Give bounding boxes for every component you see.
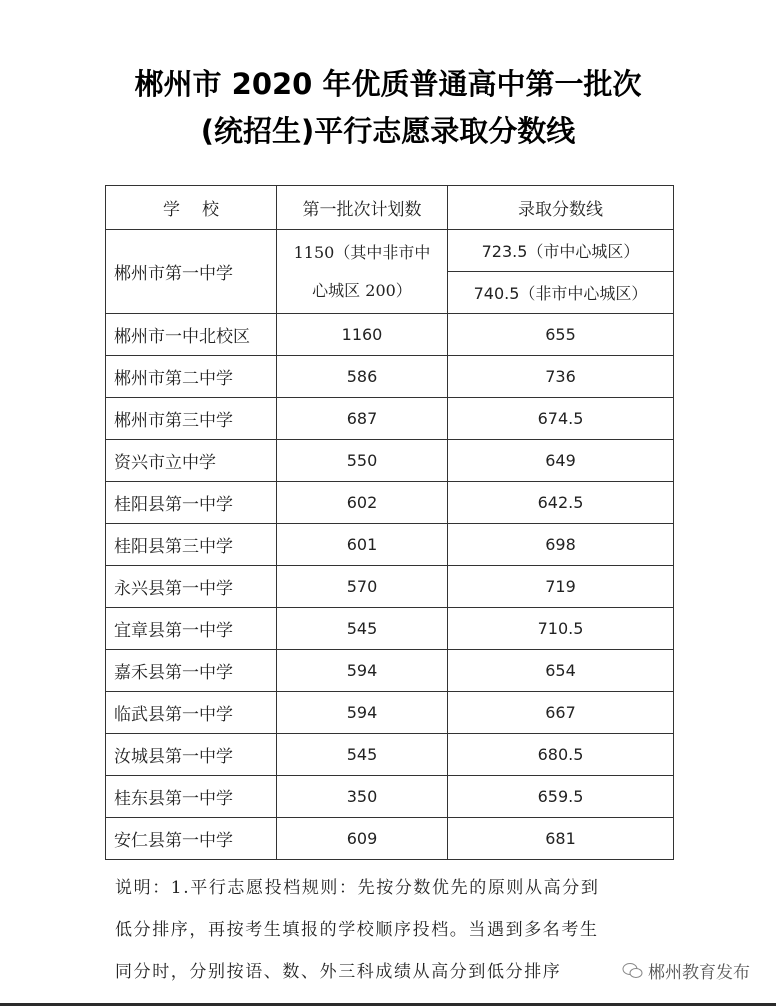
plan-count-line1: 1150（其中非市中: [293, 242, 431, 262]
table-row: [106, 230, 674, 272]
table-row: [106, 440, 674, 482]
table-row: [106, 398, 674, 440]
school-name: 郴州市第三中学: [106, 398, 277, 440]
plan-count: 1160: [277, 314, 448, 356]
table-row: [106, 650, 674, 692]
watermark-text: 郴州教育发布: [648, 963, 750, 983]
score-line: 681: [448, 818, 674, 860]
score-line: 674.5: [448, 398, 674, 440]
score-line: 642.5: [448, 482, 674, 524]
score-line: 736: [448, 356, 674, 398]
table-row: [106, 482, 674, 524]
table-row: [106, 608, 674, 650]
school-name: 郴州市第二中学: [106, 356, 277, 398]
plan-count: 570: [277, 566, 448, 608]
plan-count: 687: [277, 398, 448, 440]
score-line: 649: [448, 440, 674, 482]
table-row: [106, 734, 674, 776]
plan-count: 586: [277, 356, 448, 398]
admission-score-table: [105, 185, 674, 860]
school-name: 郴州市一中北校区: [106, 314, 277, 356]
school-name: 汝城县第一中学: [106, 734, 277, 776]
header-score: 录取分数线: [448, 186, 674, 230]
score-line: 719: [448, 566, 674, 608]
score-line: 654: [448, 650, 674, 692]
plan-count: 601: [277, 524, 448, 566]
school-name: 宜章县第一中学: [106, 608, 277, 650]
score-line: 659.5: [448, 776, 674, 818]
page-title-line1: 郴州市 2020 年优质普通高中第一批次: [134, 67, 642, 101]
school-name: 嘉禾县第一中学: [106, 650, 277, 692]
plan-count: 609: [277, 818, 448, 860]
score-line-city: 723.5（市中心城区）: [448, 230, 674, 272]
plan-count: 350: [277, 776, 448, 818]
wechat-icon: [622, 962, 644, 980]
table-row: [106, 566, 674, 608]
school-name: 桂东县第一中学: [106, 776, 277, 818]
score-line-noncity: 740.5（非市中心城区）: [448, 272, 674, 314]
plan-count: [277, 230, 448, 314]
plan-count: 594: [277, 692, 448, 734]
school-name: 永兴县第一中学: [106, 566, 277, 608]
page-title-line2: (统招生)平行志愿录取分数线: [200, 114, 576, 148]
school-name: 资兴市立中学: [106, 440, 277, 482]
score-line: 698: [448, 524, 674, 566]
table-row: [106, 692, 674, 734]
table-row: [106, 776, 674, 818]
score-line: 667: [448, 692, 674, 734]
score-line: 655: [448, 314, 674, 356]
school-name: 桂阳县第一中学: [106, 482, 277, 524]
table-row: [106, 818, 674, 860]
plan-count: 545: [277, 734, 448, 776]
table-row: [106, 356, 674, 398]
school-name: 临武县第一中学: [106, 692, 277, 734]
plan-count: 550: [277, 440, 448, 482]
note-line-1: 说明：1.平行志愿投档规则：先按分数优先的原则从高分到: [115, 878, 600, 898]
plan-count-line2: 心城区 200）: [312, 280, 412, 300]
school-name: 桂阳县第三中学: [106, 524, 277, 566]
plan-count: 594: [277, 650, 448, 692]
note-line-3: 同分时，分别按语、数、外三科成绩从高分到低分排序: [115, 962, 562, 982]
school-name: 郴州市第一中学: [106, 230, 277, 314]
plan-count: 545: [277, 608, 448, 650]
header-school: 学校: [106, 186, 277, 230]
table-row: [106, 314, 674, 356]
header-plan: 第一批次计划数: [277, 186, 448, 230]
table-row: [106, 524, 674, 566]
score-line: 710.5: [448, 608, 674, 650]
school-name: 安仁县第一中学: [106, 818, 277, 860]
table-header-row: [106, 186, 674, 230]
plan-count: 602: [277, 482, 448, 524]
score-line: 680.5: [448, 734, 674, 776]
note-line-2: 低分排序，再按考生填报的学校顺序投档。当遇到多名考生: [115, 920, 599, 940]
watermark: [618, 958, 750, 983]
